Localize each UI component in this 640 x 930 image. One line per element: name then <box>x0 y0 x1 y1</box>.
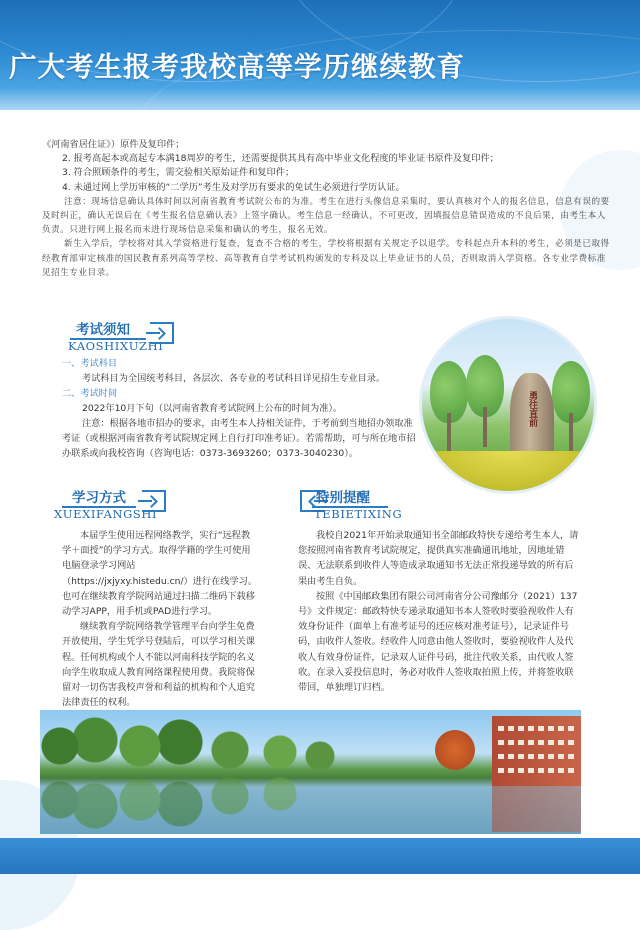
notice-paragraph: 我校自2021年开始录取通知书全部邮政特快专递给考生本人，请您按照河南省教育考试院规定，提供真实准确通讯地址，因地址错误、无法联系到收件人等造成录取通知书无法正常投递导致的所有后果由考生自负。 <box>298 530 579 587</box>
confirmation-note: 注意：现场信息确认具体时间以河南省教育考试院公布的为准。考生在进行头像信息采集时，要认真核对个人的报名信息，信息有误的要及时纠正，确认无误后在《考生报名信息确认表》上签字确认。考生信息一经确认，不可更改，因填报信息错误造成的不良后果，由考生本人负责。只进行网上报名而未进行现场信息采集和确认的考生，报名无效。 <box>42 196 610 236</box>
autumn-tree <box>435 730 475 770</box>
tree-line <box>40 716 340 770</box>
study-paragraph: 继续教育学院网络教学管理平台向学生免费开放使用，学生凭学号登陆后，可以学习相关课程。任何机构或个人不能以河南科技学院的名义向学生收取成人教育网络课程使用费。我院将保留对一切伤害我校声誉和利益的机构和个人追究法律责任的权利。 <box>62 621 255 709</box>
exam-paragraph: 注意：根据各地市招办的要求，由考生本人持相关证件，于考前到当地招办领取准考证（或根据河南省教育考试院规定网上自行打印准考证）。若需帮助，可与所在地市招办联系或向我校咨询（咨询电话：0373-3693260；0373-3040230）。 <box>62 418 416 459</box>
campus-building <box>492 716 581 786</box>
requirements-section <box>42 138 612 280</box>
exam-section-header <box>62 316 172 356</box>
banner-fade <box>0 88 640 110</box>
arrow-icon <box>142 490 166 512</box>
exam-section-body <box>62 356 417 461</box>
requirement-line: 3. 符合照顾条件的考生，需交验相关原始证件和复印件； <box>62 167 295 179</box>
footer-band <box>0 838 640 874</box>
tree-shape <box>466 355 504 445</box>
study-section-subtitle: XUEXIFANGSHI <box>54 507 158 521</box>
tree-shape <box>430 361 468 451</box>
study-paragraph: 本届学生使用远程网络教学，实行“远程教学＋面授”的学习方式。取得学籍的学生可使用电脑登录学习网站（https://jxjyxy.histedu.cn/）进行在线学习。也可在继续教育学院网站通过扫描二维码下载移动学习APP，用手机或PAD进行学习。 <box>62 530 258 618</box>
campus-stone-photo <box>419 316 597 494</box>
study-section-title: 学习方式 <box>72 490 126 506</box>
study-section-body <box>62 528 258 710</box>
notice-section-header <box>300 486 420 526</box>
building-reflection <box>492 782 581 832</box>
requirement-line: 《河南省居住证》）原件及复印件； <box>42 139 185 150</box>
flowerbed <box>422 451 594 491</box>
requirement-line: 4. 未通过网上学历审核的“二学历”考生及对学历有要求的免试生必须进行学历认证。 <box>62 181 405 193</box>
notice-section-subtitle: TEBIETIXING <box>314 507 403 521</box>
requirement-line: 2. 报考高起本或高起专本满18周岁的考生，还需要提供其具有高中毕业文化程度的毕业证书原件及复印件； <box>62 153 499 165</box>
top-banner <box>0 0 640 110</box>
exam-paragraph: 考试科目为全国统考科目，各层次、各专业的考试科目详见招生专业目录。 <box>82 373 386 384</box>
notice-section-title: 特别提醒 <box>316 490 370 506</box>
stone-inscription: 勇往直前 <box>527 391 537 427</box>
page-title: 广大考生报考我校高等学历继续教育 <box>9 51 465 83</box>
notice-paragraph: 按照《中国邮政集团有限公司河南省分公司豫邮分（2021）137号》文件规定：邮政特快专递录取通知书本人签收时要验视收件人有效身份证件（面单上有准考证号的还应核对准考证号），记录证件号码，由收件人签收。经收件人同意由他人签收时，要验视收件人及代收人有效身份证件，记录双人证件号码，批注代收关系，由代收人签收。在录入妥投信息时，务必对收件人签收取拍照上传，并将签收联带回，单独理订归档。 <box>298 590 578 694</box>
campus-lake-photo <box>40 710 581 834</box>
tree-shape <box>552 361 590 451</box>
exam-subheading: 一、考试科目 <box>62 358 118 369</box>
notice-section-body <box>298 528 580 695</box>
exam-section-subtitle: KAOSHIXUZHI <box>68 339 164 353</box>
exam-subheading: 二、考试时间 <box>62 388 118 399</box>
water-reflection <box>40 776 340 830</box>
exam-section-title: 考试须知 <box>76 322 130 338</box>
study-section-header <box>54 486 182 526</box>
admission-note: 新生入学后，学校将对其入学资格进行复查，复查不合格的考生，学校将根据有关规定予以退学。专科起点升本科的考生，必须是已取得经教育部审定核准的国民教育系列高等学校、高等教育自学考试机构颁发的专科及以上毕业证书的人员，否则取消入学资格。各专业学费标准见招生专业目录。 <box>42 239 610 278</box>
exam-paragraph: 2022年10月下旬（以河南省教育考试院网上公布的时间为准）。 <box>82 403 343 414</box>
arrow-icon <box>150 322 174 344</box>
